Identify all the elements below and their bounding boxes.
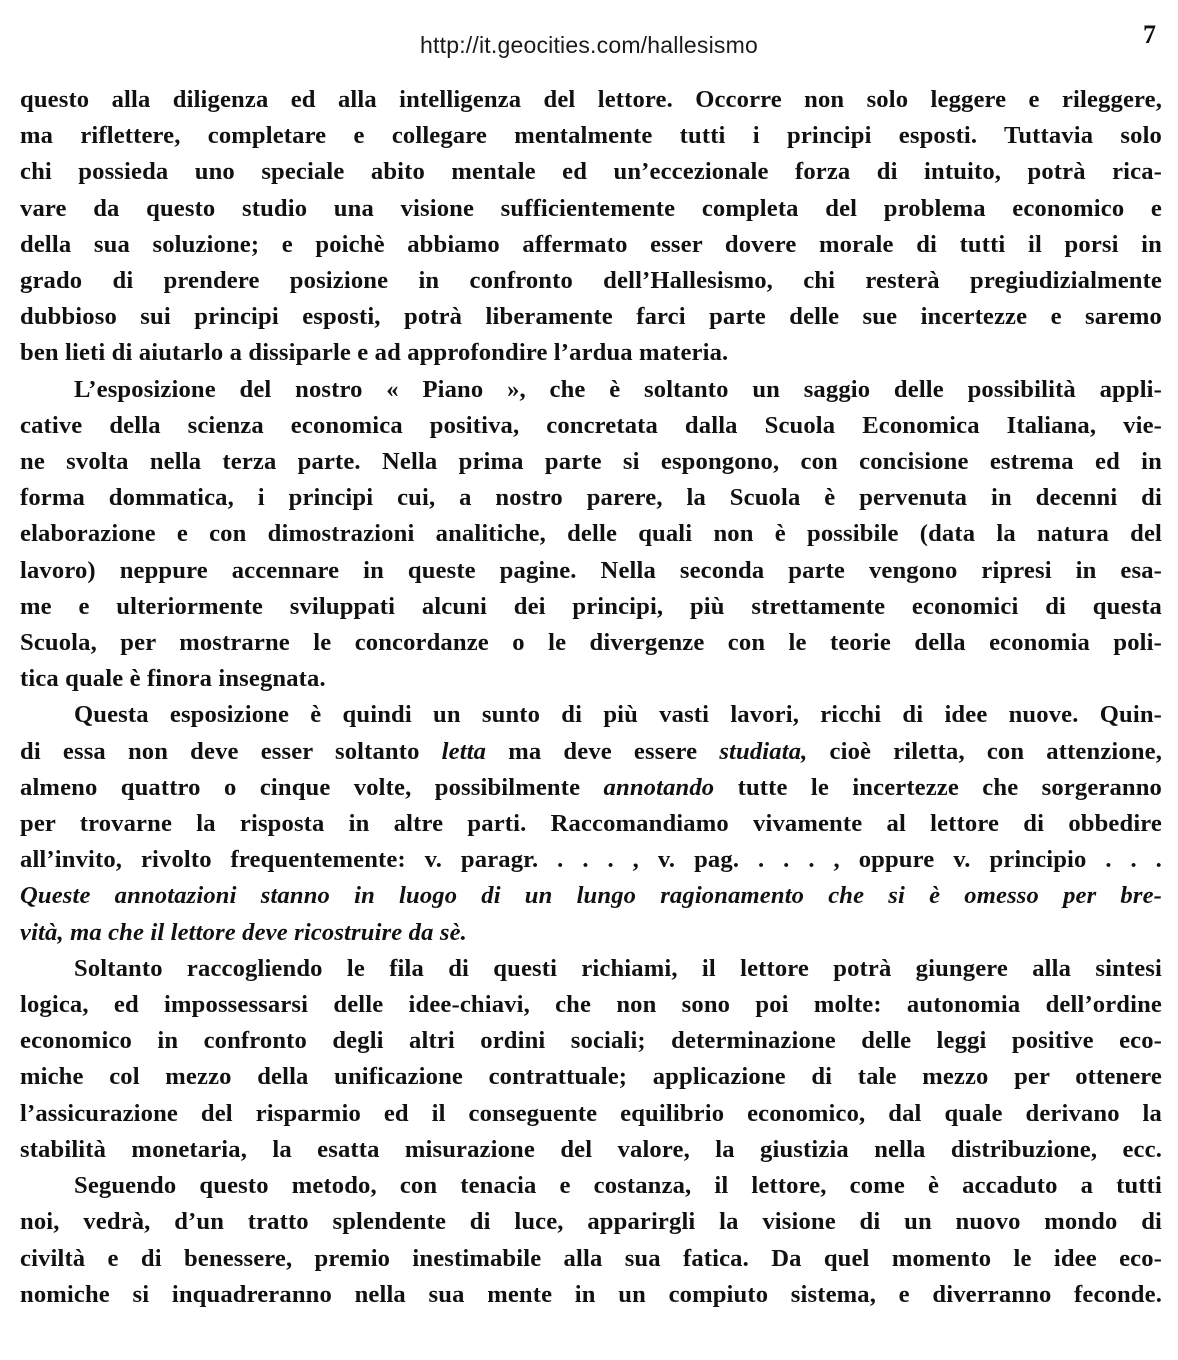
text-line: chi possieda uno speciale abito mentale ed un’eccezionale forza di intuito, potrà rica-: [20, 158, 1162, 186]
text-line: Soltanto raccogliendo le fila di questi richiami, il lettore potrà giungere alla sintesi: [74, 954, 1162, 982]
text-line: all’invito, rivolto frequentemente: v. paragr. . . . , v. pag. . . . , oppure v. principio . . .: [20, 846, 1162, 874]
text-line: l’assicurazione del risparmio ed il conseguente equilibrio economico, dal quale derivano la: [20, 1099, 1162, 1127]
text-line: L’esposizione del nostro « Piano », che è soltanto un saggio delle possibilità appli-: [74, 375, 1162, 403]
text-line: tica quale è finora insegnata.: [20, 665, 326, 693]
paragraph-4: [20, 951, 1162, 1168]
text-line: nomiche si inquadreranno nella sua mente in un compiuto sistema, e diverranno feconde.: [20, 1280, 1162, 1308]
text-segment: ma deve essere: [486, 737, 720, 765]
text-line: [20, 770, 1162, 806]
text-line: grado di prendere posizione in confronto dell’Hallesismo, chi resterà pregiudizialmente: [20, 267, 1162, 295]
text-segment: di essa non deve esser soltanto: [20, 737, 442, 765]
emphasis-annotando: annotando: [603, 773, 715, 801]
text-line: logica, ed impossessarsi delle idee-chiavi, che non sono poi molte: autonomia dell’ordine: [20, 991, 1162, 1019]
paragraph-5: [20, 1168, 1162, 1313]
text-line: stabilità monetaria, la esatta misurazione del valore, la giustizia nella distribuzione, ecc.: [20, 1135, 1162, 1163]
text-line: lavoro) neppure accennare in queste pagine. Nella seconda parte vengono ripresi in esa-: [20, 556, 1162, 584]
text-segment: tutte le incertezze che sorgeranno: [714, 773, 1162, 801]
text-line: ma riflettere, completare e collegare mentalmente tutti i principi esposti. Tuttavia solo: [20, 122, 1162, 150]
text-line: economico in confronto degli altri ordini sociali; determinazione delle leggi positive eco-: [20, 1027, 1162, 1055]
text-line: Seguendo questo metodo, con tenacia e costanza, il lettore, come è accaduto a tutti: [74, 1172, 1162, 1200]
text-line: noi, vedrà, d’un tratto splendente di luce, apparirgli la visione di un nuovo mondo di: [20, 1208, 1162, 1236]
text-line: vare da questo studio una visione sufficientemente completa del problema economico e: [20, 194, 1162, 222]
paragraph-2: [20, 372, 1162, 698]
text-line: Scuola, per mostrarne le concordanze o le divergenze con le teorie della economia poli-: [20, 629, 1162, 657]
paragraph-3: [20, 697, 1162, 950]
text-line: dubbioso sui principi esposti, potrà liberamente farci parte delle sue incertezze e saremo: [20, 303, 1162, 331]
text-line: forma dommatica, i principi cui, a nostro parere, la Scuola è pervenuta in decenni di: [20, 484, 1162, 512]
emphasis-letta: letta: [441, 737, 487, 765]
italic-text-line: Queste annotazioni stanno in luogo di un lungo ragionamento che si è omesso per bre-: [20, 882, 1162, 910]
body-text: [20, 82, 1162, 1313]
emphasis-studiata: studiata,: [719, 737, 808, 765]
text-segment: cioè riletta, con attenzione,: [807, 737, 1162, 765]
text-segment: almeno quattro o cinque volte, possibilmente: [20, 773, 604, 801]
italic-text-line: vità, ma che il lettore deve ricostruire da sè.: [20, 918, 467, 946]
paragraph-1: [20, 82, 1162, 372]
text-line: elaborazione e con dimostrazioni analitiche, delle quali non è possibile (data la natura del: [20, 520, 1162, 548]
text-line: cative della scienza economica positiva, concretata dalla Scuola Economica Italiana, vie-: [20, 411, 1162, 439]
text-line: per trovarne la risposta in altre parti. Raccomandiamo vivamente al lettore di obbedire: [20, 810, 1162, 838]
page-url: http://it.geocities.com/hallesismo: [420, 32, 758, 58]
text-line: ne svolta nella terza parte. Nella prima parte si espongono, con concisione estrema ed in: [20, 448, 1162, 476]
text-line: Questa esposizione è quindi un sunto di più vasti lavori, ricchi di idee nuove. Quin-: [74, 701, 1162, 729]
text-line: della sua soluzione; e poichè abbiamo affermato esser dovere morale di tutti il porsi in: [20, 230, 1162, 258]
text-line: me e ulteriormente sviluppati alcuni dei principi, più strettamente economici di questa: [20, 592, 1162, 620]
text-line: ben lieti di aiutarlo a dissiparle e ad approfondire l’ardua materia.: [20, 339, 729, 367]
text-line: miche col mezzo della unificazione contrattuale; applicazione di tale mezzo per ottenere: [20, 1063, 1162, 1091]
text-line: [20, 734, 1162, 770]
text-line: questo alla diligenza ed alla intelligenza del lettore. Occorre non solo leggere e rileggere,: [20, 86, 1162, 113]
page-number: 7: [1143, 20, 1156, 49]
text-line: civiltà e di benessere, premio inestimabile alla sua fatica. Da quel momento le idee eco-: [20, 1244, 1162, 1272]
